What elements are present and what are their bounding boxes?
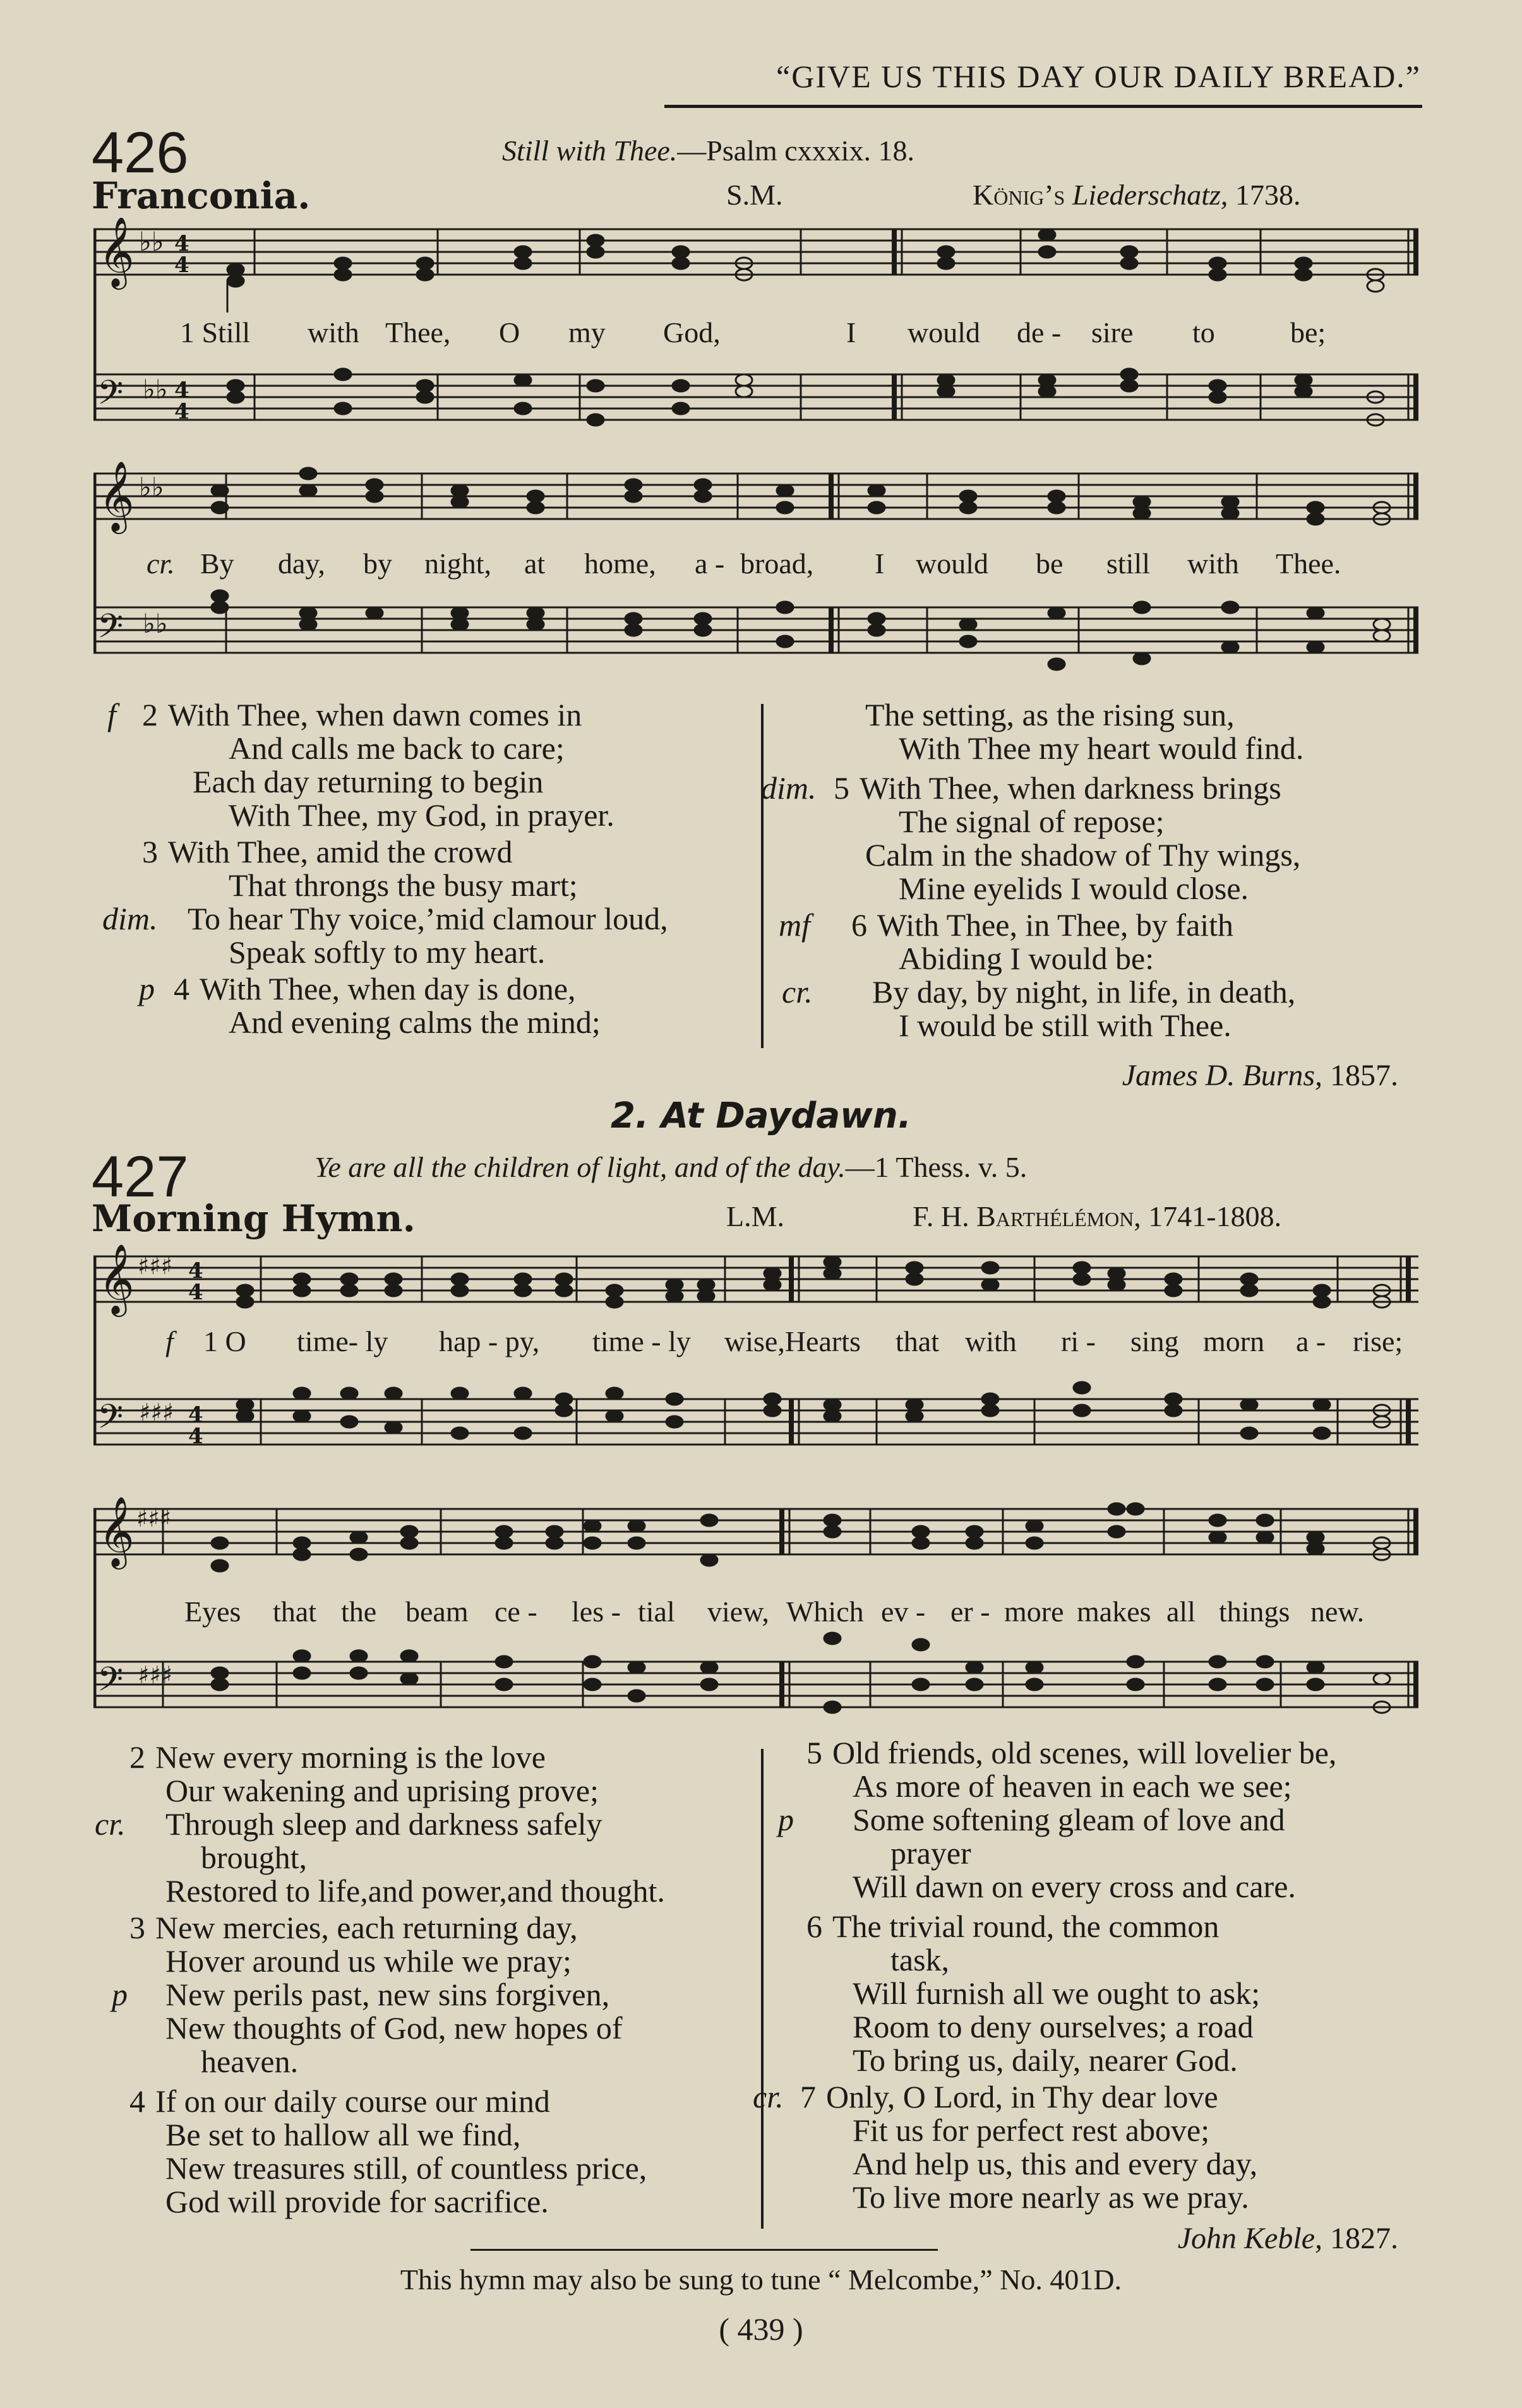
hymn-427-author-year: 1827. (1330, 2222, 1398, 2255)
lyric-syllable: 1 O (203, 1325, 246, 1357)
hymn-426-text-ref-title: Still with Thee. (502, 134, 678, 167)
verse-number: 6 (806, 1909, 822, 1944)
svg-text:4: 4 (188, 1424, 203, 1449)
verse-line (772, 1736, 1336, 1770)
hymn-427-author-name: John Keble, (1177, 2222, 1322, 2255)
svg-text:4: 4 (174, 378, 189, 403)
hymn-427-author (1178, 2221, 1398, 2256)
hymn-427-composer: F. H. Barthélémon, 1741-1808. (913, 1200, 1282, 1232)
verse-line: Will dawn on every cross and care. (853, 1869, 1296, 1904)
hymn-427-lyrics-line-2 (0, 1595, 1522, 1633)
svg-text:𝄢: 𝄢 (97, 1398, 124, 1445)
verse-line: brought, (201, 1840, 308, 1875)
verse-line: Be set to hallow all we find, (165, 2117, 521, 2152)
svg-text:4: 4 (174, 399, 189, 424)
lyric-syllable: God, (663, 316, 721, 349)
lyric-syllable: sire (1091, 316, 1134, 349)
hymn-426-verses-right (761, 698, 1303, 1042)
verse-number: 5 (834, 770, 849, 806)
dynamic-mark: p (778, 1802, 794, 1837)
hymn-427-meter: L.M. (726, 1200, 784, 1232)
verse-line (761, 975, 1303, 1009)
lyric-syllable: with (965, 1325, 1017, 1357)
dynamic-mark: f (165, 1325, 174, 1357)
lyric-syllable: by (363, 547, 392, 580)
hymn-427-text-ref-citation: —1 Thess. v. 5. (845, 1151, 1028, 1183)
hymn-426-author-name: James D. Burns, (1122, 1059, 1322, 1092)
lyric-syllable: all (1166, 1595, 1195, 1628)
verse-line (107, 972, 668, 1006)
verse-line: Each day returning to begin (193, 764, 544, 799)
svg-text:4: 4 (174, 231, 189, 256)
dynamic-mark: dim. (102, 901, 158, 936)
svg-text:♭♭: ♭♭ (139, 472, 164, 503)
svg-text:4: 4 (174, 253, 189, 278)
dynamic-mark: cr. (147, 547, 175, 580)
verse-line: And help us, this and every day, (853, 2146, 1258, 2181)
verse-line (761, 772, 1303, 805)
verse-text: With Thee, when day is done, (200, 971, 576, 1006)
verse-line: Restored to life,and power,and thought. (165, 1873, 665, 1909)
lyric-syllable: O (499, 316, 520, 349)
svg-text:♭♭: ♭♭ (139, 226, 164, 257)
svg-text:♭♭: ♭♭ (143, 608, 168, 639)
verse-line: Hover around us while we pray; (165, 1943, 572, 1979)
lyric-syllable: hap - py, (439, 1325, 540, 1357)
hymn-426-text-ref-citation: —Psalm cxxxix. 18. (677, 134, 914, 167)
dynamic-mark: dim. (761, 770, 817, 806)
lyric-syllable: view, (707, 1595, 769, 1628)
verse-line: prayer (890, 1835, 971, 1871)
lyric-syllable: de - (1017, 316, 1062, 349)
hymn-426-source-title: Liederschatz, (1072, 179, 1228, 211)
svg-text:𝄢: 𝄢 (97, 374, 124, 420)
svg-text:♯♯♯: ♯♯♯ (139, 1398, 174, 1426)
verse-text: To hear Thy voice,’mid clamour loud, (188, 901, 668, 936)
verse-line (772, 1910, 1336, 1943)
lyric-syllable: the (341, 1595, 377, 1628)
svg-text:𝄞: 𝄞 (99, 1496, 135, 1566)
verse-line (95, 1808, 665, 1841)
hymn-426-tune-name: Franconia. (92, 174, 311, 217)
verse-text: New every morning is the love (155, 1739, 546, 1775)
hymn-426-lyrics-line-1 (0, 316, 1522, 354)
lyric-syllable: I (846, 316, 856, 349)
hymn-426-source-year: 1738. (1235, 179, 1301, 211)
footer-note: This hymn may also be sung to tune “ Melcombe,” No. 401D. (400, 2263, 1122, 2296)
verse-line: New treasures still, of countless price, (165, 2150, 647, 2186)
hymn-426-meter: S.M. (726, 179, 783, 211)
verse-line: With Thee my heart would find. (899, 730, 1304, 766)
hymn-426-text-ref (502, 134, 914, 167)
lyric-syllable: sing (1130, 1325, 1179, 1357)
verse-line: Room to deny ourselves; a road (853, 2009, 1254, 2044)
verse-line: To bring us, daily, nearer God. (853, 2042, 1238, 2078)
svg-text:♯♯♯: ♯♯♯ (138, 1252, 173, 1280)
section-title: 2. At Daydawn. (610, 1095, 912, 1136)
lyric-syllable: a - (695, 547, 725, 580)
svg-text:4: 4 (188, 1258, 203, 1284)
verse-text: The trivial round, the common (832, 1909, 1219, 1944)
lyric-syllable: at (524, 547, 546, 580)
verse-number: 7 (800, 2079, 816, 2114)
lyric-syllable: my (568, 316, 606, 349)
verse-text: Only, O Lord, in Thy dear love (826, 2079, 1218, 2114)
lyric-syllable: les - (572, 1595, 621, 1628)
verse-number: 2 (129, 1739, 145, 1775)
lyric-syllable: home, (584, 547, 656, 580)
lyric-syllable: with (308, 316, 359, 349)
verse-text: If on our daily course our mind (155, 2083, 550, 2119)
hymn-427-number: 427 (92, 1145, 189, 1209)
lyric-syllable: time - ly (592, 1325, 691, 1357)
verse-line: Fit us for perfect rest above; (853, 2113, 1210, 2148)
lyric-syllable: things (1219, 1595, 1290, 1628)
lyric-syllable: I (875, 547, 885, 580)
hymn-427-lyrics-line-1 (0, 1325, 1522, 1362)
verse-line (102, 901, 668, 936)
lyric-syllable: Which (786, 1595, 864, 1628)
verse-number: 3 (142, 834, 158, 869)
verse-text: With Thee, when darkness brings (860, 770, 1281, 806)
lyric-syllable: tial (638, 1595, 675, 1628)
verse-line (107, 835, 668, 869)
verse-line (95, 1978, 665, 2012)
verse-line (753, 2079, 1336, 2114)
lyric-syllable: day, (278, 547, 325, 580)
svg-text:♯♯♯: ♯♯♯ (136, 1505, 172, 1532)
hymn-426-author-year: 1857. (1330, 1059, 1398, 1092)
lyric-syllable: broad, (740, 547, 814, 580)
verse-line: And evening calms the mind; (229, 1004, 601, 1040)
svg-text:𝄞: 𝄞 (99, 218, 135, 287)
verse-line: As more of heaven in each we see; (853, 1768, 1292, 1804)
verse-text: With Thee, when dawn comes in (168, 697, 582, 732)
dynamic-mark: f (107, 697, 116, 732)
hymn-427-verses-right (753, 1735, 1337, 2215)
verse-number: 2 (142, 697, 158, 732)
verse-line: New thoughts of God, new hopes of (165, 2010, 623, 2046)
verse-line: With Thee, my God, in prayer. (229, 797, 614, 833)
hymn-427-text-ref (315, 1150, 1027, 1184)
verse-number: 5 (806, 1735, 822, 1770)
svg-text:𝄞: 𝄞 (99, 461, 135, 531)
hymn-426-source-name: König’s (973, 179, 1065, 211)
verse-line: The setting, as the rising sun, (865, 697, 1235, 732)
verse-text: By day, by night, in life, in death, (872, 974, 1296, 1010)
verse-text: With Thee, amid the crowd (168, 834, 513, 869)
verse-line (107, 698, 668, 732)
verse-line: The signal of repose; (899, 804, 1165, 839)
verse-text: Through sleep and darkness safely (165, 1806, 602, 1842)
svg-text:4: 4 (188, 1280, 203, 1305)
lyric-syllable: still (1106, 547, 1151, 580)
lyric-syllable: with (1187, 547, 1239, 580)
lyric-syllable: ev - (881, 1595, 926, 1628)
lyric-syllable: makes (1077, 1595, 1151, 1628)
page-number: ( 439 ) (719, 2311, 803, 2347)
verse-line: And calls me back to care; (229, 730, 565, 766)
hymn-426-lyrics-line-2 (0, 547, 1522, 585)
verse-line: I would be still with Thee. (899, 1008, 1231, 1043)
dynamic-mark: p (139, 971, 155, 1006)
verse-number: 4 (174, 971, 189, 1006)
footer-rule (470, 2249, 938, 2251)
verse-line: Mine eyelids I would close. (899, 871, 1249, 906)
verse-line: Will furnish all we ought to ask; (853, 1976, 1261, 2011)
hymn-427-verses-left (95, 1741, 665, 2219)
running-title-rule (664, 105, 1422, 108)
dynamic-mark: mf (779, 907, 810, 943)
verse-line: heaven. (201, 2044, 299, 2079)
lyric-syllable: Thee, (385, 316, 451, 349)
dynamic-mark: cr. (95, 1806, 126, 1842)
verse-text: New mercies, each returning day, (155, 1910, 578, 1945)
lyric-syllable: beam (405, 1595, 469, 1628)
svg-text:𝄞: 𝄞 (99, 1244, 135, 1314)
verse-line: That throngs the busy mart; (229, 867, 578, 903)
svg-text:𝄢: 𝄢 (97, 607, 124, 654)
verse-number: 3 (129, 1910, 145, 1945)
verse-line (772, 1803, 1336, 1837)
lyric-syllable: 1 Still (180, 316, 251, 349)
verse-line (761, 909, 1303, 942)
lyric-syllable: more (1004, 1595, 1064, 1628)
verse-line: Abiding I would be: (899, 941, 1154, 976)
svg-text:𝄢: 𝄢 (97, 1660, 124, 1707)
svg-text:♭♭: ♭♭ (143, 374, 168, 405)
dynamic-mark: cr. (782, 974, 813, 1010)
verse-text: Old friends, old scenes, will lovelier be, (832, 1735, 1337, 1770)
verse-text: Some softening gleam of love and (853, 1802, 1285, 1837)
lyric-syllable: that (273, 1595, 316, 1628)
lyric-syllable: that (896, 1325, 939, 1357)
verse-line (95, 2085, 665, 2118)
verse-text: New perils past, new sins forgiven, (165, 1977, 610, 2012)
lyric-syllable: morn (1203, 1325, 1265, 1357)
lyric-syllable: ri - (1061, 1325, 1096, 1357)
lyric-syllable: rise; (1353, 1325, 1403, 1357)
verse-line: task, (890, 1942, 950, 1977)
verse-line (95, 1741, 665, 1774)
lyric-syllable: night, (424, 547, 492, 580)
verse-line: Calm in the shadow of Thy wings, (865, 837, 1301, 873)
lyric-syllable: time- ly (297, 1325, 388, 1357)
lyric-syllable: Thee. (1276, 547, 1341, 580)
dynamic-mark: cr. (753, 2079, 784, 2114)
hymn-427-tune-name: Morning Hymn. (92, 1197, 416, 1240)
hymn-426-source (973, 178, 1300, 212)
running-title: “GIVE US THIS DAY OUR DAILY BREAD.” (776, 59, 1421, 94)
lyric-syllable: to (1192, 316, 1215, 349)
lyric-syllable: wise,Hearts (724, 1325, 861, 1357)
lyric-syllable: Eyes (184, 1595, 241, 1628)
lyric-syllable: By (200, 547, 234, 580)
verse-line: Our wakening and uprising prove; (165, 1773, 599, 1808)
lyric-syllable: be (1036, 547, 1064, 580)
hymn-426-verses-left (102, 697, 668, 1040)
verse-line (95, 1911, 665, 1945)
lyric-syllable: er - (950, 1595, 990, 1628)
hymn-426-number: 426 (92, 121, 189, 185)
lyric-syllable: ce - (494, 1595, 537, 1628)
verse-line: Speak softly to my heart. (229, 934, 546, 970)
verse-line: God will provide for sacrifice. (165, 2184, 549, 2219)
verse-number: 6 (851, 907, 867, 943)
column-divider (761, 1749, 764, 2229)
verse-text: With Thee, in Thee, by faith (877, 907, 1234, 943)
dynamic-mark: p (112, 1977, 128, 2012)
verse-line: To live more nearly as we pray. (853, 2179, 1249, 2215)
lyric-syllable: be; (1290, 316, 1326, 349)
verse-number: 4 (129, 2083, 145, 2119)
lyric-syllable: a - (1296, 1325, 1326, 1357)
hymn-427-text-ref-title: Ye are all the children of light, and of the day. (315, 1151, 846, 1183)
hymn-426-author (1122, 1058, 1398, 1093)
lyric-syllable: would (916, 547, 988, 580)
lyric-syllable: new. (1310, 1595, 1365, 1628)
svg-text:4: 4 (188, 1402, 203, 1428)
lyric-syllable: would (908, 316, 980, 349)
svg-text:♯♯♯: ♯♯♯ (138, 1661, 173, 1689)
